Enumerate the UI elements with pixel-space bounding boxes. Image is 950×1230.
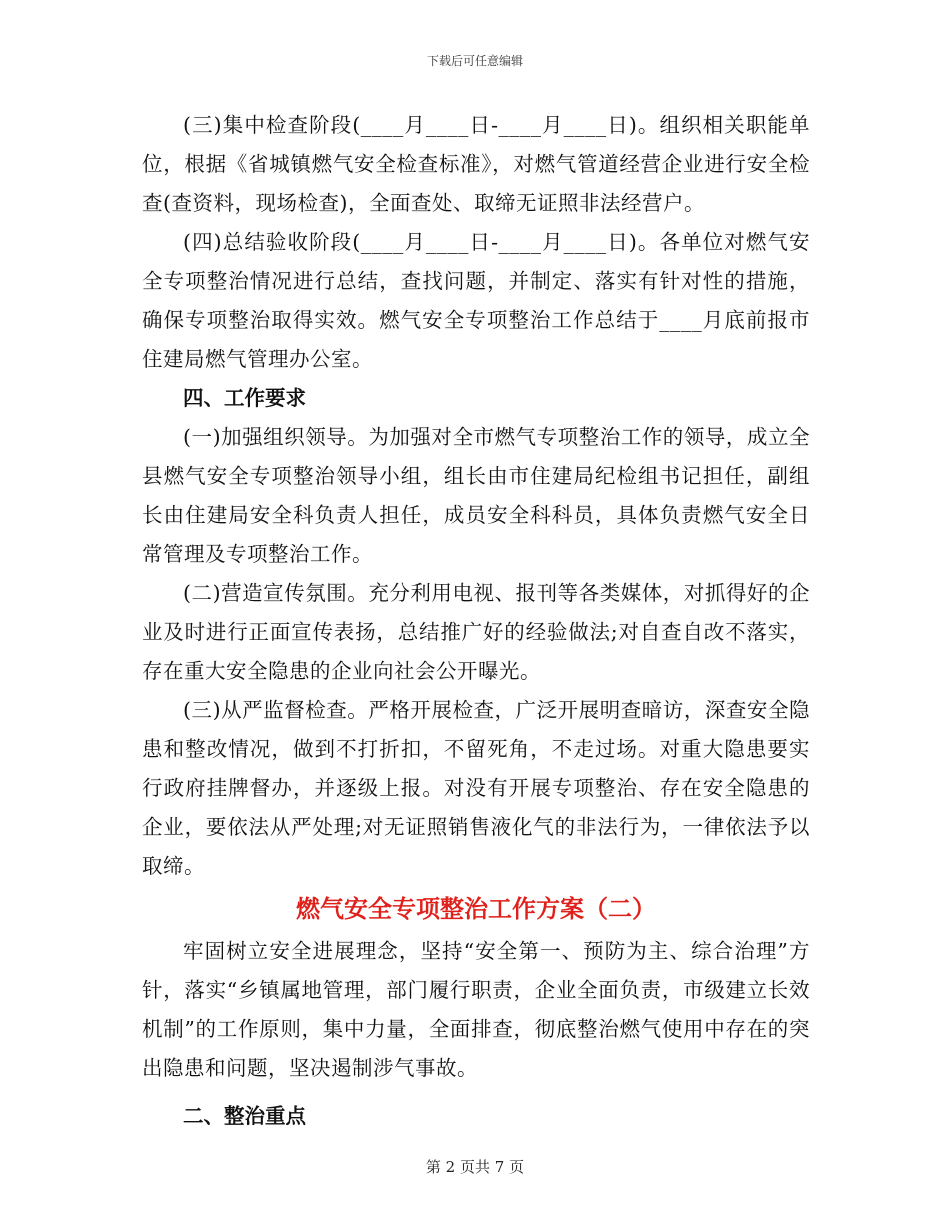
paragraph-publicity: (二)营造宣传氛围。充分利用电视、报刊等各类媒体，对抓得好的企业及时进行正面宣传表扬，总结推广好的经验做法;对自查自改不落实，存在重大安全隐患的企业向社会公开曝光。 (142, 581, 810, 683)
paragraph-intro: 牢固树立安全进展理念，坚持“安全第一、预防为主、综合治理”方针，落实“乡镇属地管理，部门履行职责，企业全面负责，市级建立长效机制”的工作原则，集中力量，全面排查，彻底整治燃气使用中存在的突出隐患和问题，坚决遏制涉气事故。 (142, 939, 810, 1080)
heading-work-requirements: 四、工作要求 (183, 386, 306, 410)
paragraph-inspection-stage: (三)集中检查阶段(____月____日-____月____日)。组织相关职能单位，根据《省城镇燃气安全检查标准》，对燃气管道经营企业进行安全检查(查资料，现场检查)，全面查处、取缔无证照非法经营户。 (142, 113, 810, 215)
header-note: 下载后可任意编辑 (426, 54, 523, 68)
paragraph-summary-stage: (四)总结验收阶段(____月____日-____月____日)。各单位对燃气安全专项整治情况进行总结，查找问题，并制定、落实有针对性的措施，确保专项整治取得实效。燃气安全专项整治工作总结于____月底前报市住建局燃气管理办公室。 (142, 230, 810, 371)
paragraph-leadership: (一)加强组织领导。为加强对全市燃气专项整治工作的领导，成立全县燃气安全专项整治领导小组，组长由市住建局纪检组书记担任，副组长由住建局安全科负责人担任，成员安全科科员，具体负责燃气安全日常管理及专项整治工作。 (142, 425, 810, 566)
section-title: 燃气安全专项整治工作方案（二） (296, 895, 656, 923)
paragraph-supervision: (三)从严监督检查。严格开展检查，广泛开展明查暗访，深查安全隐患和整改情况，做到不打折扣，不留死角，不走过场。对重大隐患要实行政府挂牌督办，并逐级上报。对没有开展专项整治、存在安全隐患的企业，要依法从严处理;对无证照销售液化气的非法行为，一律依法予以取缔。 (142, 698, 810, 878)
document-body (142, 106, 810, 1138)
page-number: 第 2 页共 7 页 (425, 1158, 525, 1176)
heading-rectification-focus: 二、整治重点 (183, 1104, 306, 1128)
